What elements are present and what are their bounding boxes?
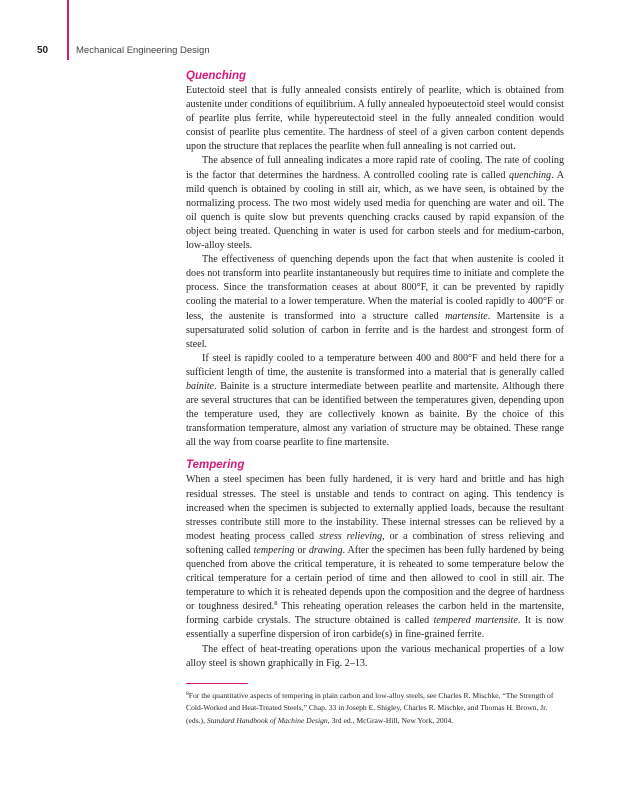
text-run: Eutectoid steel that is fully annealed consists entirely of pearlite, which is obtained from austenite under conditions of equilibrium. A fully annealed hypoeutectoid steel would consist of pearlite plus ferrite, while hypereutectoid steel in the fully annealed condition would consist of pearlite plus cementite. The hardness of steel of a given carbon content depends upon the structure that replaces the pearlite when full annealing is not carried out. [186,85,564,153]
text-run: . Bainite is a structure intermediate between pearlite and martensite. Although there are several structures that can be identified between the temperatures given, depending upon the temperature used, they are collectively known as bainite. By the choice of this transformation temperature, almost any variation of structure may be obtained. These range all the way from coarse pearlite to fine martensite. [186,380,564,449]
text-run: For the quantitative aspects of tempering in plain carbon and low-alloy steels, see Charles R. Mischke, “The Strength of Cold-Worked and Heat-Treated Steels,” Chap. 33 in Joseph E. Shigley, Charles R. Mischke, and Thomas H. Brown, Jr. (eds.), [186,690,554,725]
emphasized-term: Standard Handbook of Machine Design [206,715,328,725]
text-run: or [294,544,309,556]
text-run: The absence of full annealing indicates a more rapid rate of cooling. The rate of cooling is the factor that determines the hardness. A controlled cooling rate is called [186,155,564,181]
emphasized-term: drawing [308,544,343,556]
text-run: . Martensite is a supersaturated solid solution of carbon in ferrite and is the hardest and strongest form of steel. [186,310,564,350]
footnote-rule [186,683,248,684]
section-heading-quenching: Quenching [186,70,247,82]
text-run: . A mild quench is obtained by cooling in still air, which, as we have seen, is obtained by the normalizing process. The two most widely used media for quenching are water and oil. The oil quench is quite slow but prevents quenching cracks caused by rapid expansion of the object being treated. Quenching in water is used for carbon steels and for medium-carbon, low-alloy steels. [186,169,565,252]
emphasized-term: martensite [445,310,488,322]
text-run: The effectiveness of quenching depends upon the fact that when austenite is cooled it does not transform into pearlite instantaneously but requires time to initiate and complete the process. Since the transformation ceases at about 800°F, it can be prevented by rapidly cooling the material to a lower temperature. When the material is cooled rapidly to 400°F or less, the austenite is transformed into a structure called [186,254,564,322]
emphasized-term: tempered martensite [433,615,518,627]
text-run: , or a combination of stress relieving and softening called [186,530,564,556]
page-number: 50 [37,45,49,56]
paragraph [186,253,564,352]
text-run: If steel is rapidly cooled to a temperature between 400 and 800°F and held there for a sufficient length of time, the austenite is transformed into a material that is generally called [186,352,564,378]
paragraph [186,473,564,642]
footnote-marker: 8 [186,690,189,697]
emphasized-term: quenching [509,169,552,181]
running-title: Mechanical Engineering Design [76,45,210,56]
footnote [186,690,564,727]
text-run: . It is now essentially a superfine dispersion of iron carbide(s) in fine-grained ferrite. [186,615,565,641]
emphasized-term: tempering [253,544,295,556]
text-run: , 3rd ed., McGraw-Hill, New York, 2004. [327,715,454,725]
text-run: When a steel specimen has been fully hardened, it is very hard and brittle and has high residual stresses. The steel is unstable and tends to contract on aging. This tendency is increased when the specimen is subjected to externally applied loads, because the resultant stresses contribute still more to the instability. These internal stresses can be relieved by a modest heating process called [186,474,564,542]
page-header [0,44,626,60]
emphasized-term: bainite [186,380,215,392]
paragraph [186,352,564,451]
text-run: This reheating operation releases the carbon held in the martensite, forming carbide crystals. The structure obtained is called [186,601,564,627]
paragraph [186,84,564,154]
text-run: . After the specimen has been fully hardened by being quenched from above the critical temperature, it is reheated to some temperature below the critical temperature for a certain period of time and then allowed to cool in still air. The temperature to which it is reheated depends upon the composition and the degree of hardness or toughness desired. [186,544,564,613]
section-heading-tempering: Tempering [186,459,245,472]
paragraph [186,154,564,253]
paragraph [186,643,564,671]
emphasized-term: stress relieving [319,530,383,542]
page-body [186,70,564,727]
text-run: The effect of heat-treating operations upon the various mechanical properties of a low alloy steel is shown graphically in Fig. 2–13. [186,643,564,669]
footnote-marker: 8 [274,600,278,608]
